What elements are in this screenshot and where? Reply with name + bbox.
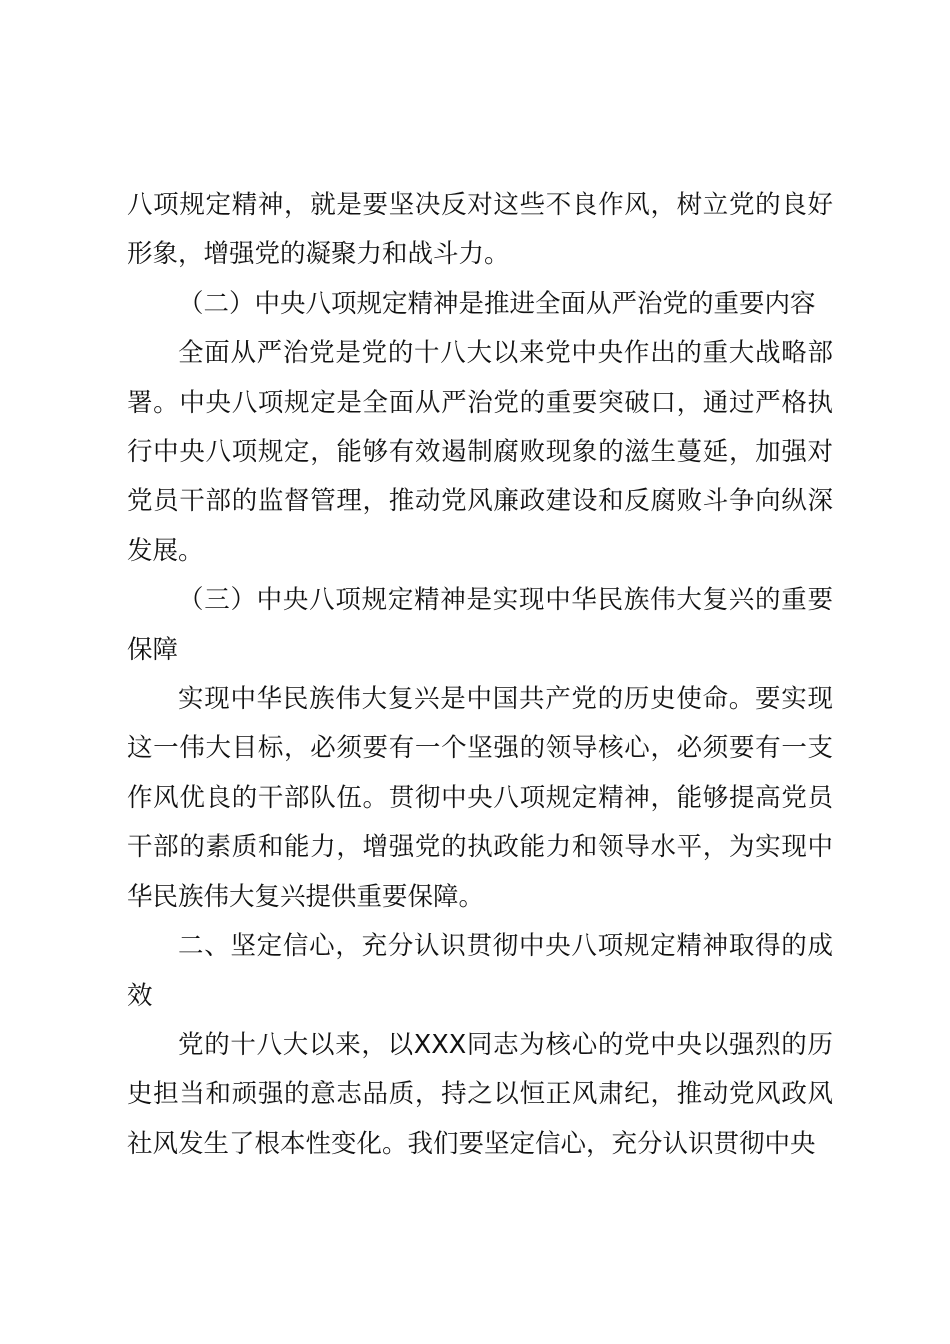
paragraph-body: 全面从严治党是党的十八大以来党中央作出的重大战略部署。中央八项规定是全面从严治党的重要突破口，通过严格执行中央八项规定，能够有效遏制腐败现象的滋生蔓延，加强对党员干部的监督管理，推动党风廉政建设和反腐败斗争向纵深发展。 [127,338,833,566]
document-body [127,181,833,1169]
paragraph-body: 实现中华民族伟大复兴是中国共产党的历史使命。要实现这一伟大目标，必须要有一个坚强的领导核心，必须要有一支作风优良的干部队伍。贯彻中央八项规定精神，能够提高党员干部的素质和能力，增强党的执政能力和领导水平，为实现中华民族伟大复兴提供重要保障。 [127,684,833,912]
section-heading: 二、坚定信心，充分认识贯彻中央八项规定精神取得的成效 [127,931,833,1011]
paragraph-continuation: 八项规定精神，就是要坚决反对这些不良作风，树立党的良好形象，增强党的凝聚力和战斗力。 [127,190,833,270]
subheading-two: （二）中央八项规定精神是推进全面从严治党的重要内容 [178,288,816,319]
subheading-three: （三）中央八项规定精神是实现中华民族伟大复兴的重要保障 [127,585,833,665]
paragraph-body: 党的十八大以来，以XXX同志为核心的党中央以强烈的历史担当和顽强的意志品质，持之以恒正风肃纪，推动党风政风社风发生了根本性变化。我们要坚定信心，充分认识贯彻中央 [127,1029,833,1159]
